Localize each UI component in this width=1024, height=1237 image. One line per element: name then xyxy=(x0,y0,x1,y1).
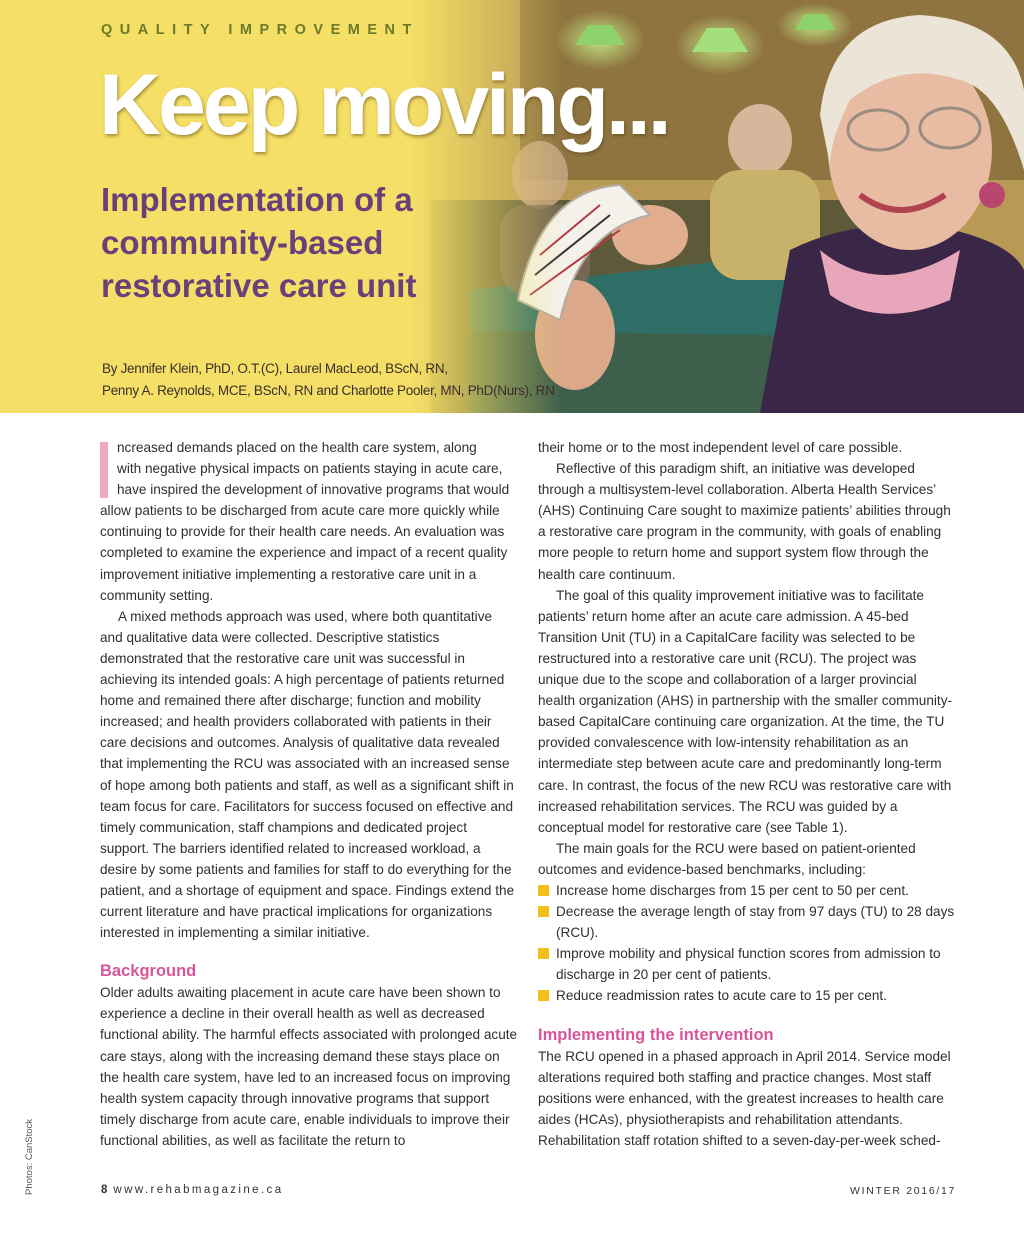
goal-item xyxy=(538,985,956,1006)
bullet-square-icon xyxy=(538,885,549,896)
methods-paragraph: A mixed methods approach was used, where both quantitative and qualitative data were collected. Descriptive statistics demonstrated that the restorative care unit was successful in achieving its intended goals: A high percentage of patients returned home and remained there after discharge; function and mobility increased; and health providers collaborated with patients in their care decisions and outcomes. Analysis of qualitative data revealed that implementing the RCU was associated with an increased sense of hope among both patients and staff, as well as a significant shift in team focus for care. Facilitators for success focused on effective and timely communication, staff champions and dedicated project support. The barriers identified related to increased workload, a desire by some patients and families for staff to do everything for the patient, and a shortage of equipment and space. Findings extend the current literature and have practical implications for organizations interested in implementing a similar initiative. xyxy=(100,608,515,941)
byline xyxy=(102,358,555,402)
intro-paragraph xyxy=(100,437,518,606)
drop-cap-bar xyxy=(100,442,108,498)
page-number: 8 xyxy=(101,1184,108,1196)
goal-item xyxy=(538,880,956,901)
subtitle: Implementation of a community-based restorative care unit xyxy=(101,181,417,304)
intro-rest: allow patients to be discharged from acute care more quickly while continuing to provide for their health care needs. An evaluation was completed to examine the experience and impact of a recent quality improvement initiative implementing a restorative care unit in a community setting. xyxy=(100,503,508,603)
intro-line-1: ncreased demands placed on the health care system, along xyxy=(117,440,477,455)
goal-text: Improve mobility and physical function scores from admission to discharge in 20 per cent of patients. xyxy=(556,946,941,983)
goal-text: Reduce readmission rates to acute care to 15 per cent. xyxy=(556,988,887,1004)
implementing-heading: Implementing the intervention xyxy=(538,1025,774,1044)
headline: Keep moving... xyxy=(99,57,669,153)
background-paragraph: Older adults awaiting placement in acute care have been shown to experience a decline in their overall health as well as decreased functional ability. The harmful effects associated with prolonged acute care stays, along with the increasing demand these stays place on the health care system, have led to an increased focus on improving health system capacity through innovative programs that support timely discharge from acute care, enable individuals to improve their functional abilities, as well as facilitate the return to xyxy=(100,985,518,1148)
bullet-square-icon xyxy=(538,948,549,959)
goal-item xyxy=(538,901,956,943)
bullet-square-icon xyxy=(538,990,549,1001)
implementing-paragraph: The RCU opened in a phased approach in April 2014. Service model alterations required both staffing and practice changes. Most staff positions were enhanced, with the greatest increases to health care aides (HCAs), physiotherapists and rehabilitation attendants. Rehabilitation staff rotation shifted to a seven-day-per-week sched- xyxy=(538,1048,951,1148)
goal-text: Increase home discharges from 15 per cent to 50 per cent. xyxy=(556,882,909,898)
hero-banner xyxy=(0,0,1024,413)
article-column-left xyxy=(100,437,518,1151)
bullet-square-icon xyxy=(538,906,549,917)
byline-line-1: By Jennifer Klein, PhD, O.T.(C), Laurel MacLeod, BScN, RN, xyxy=(102,361,448,376)
intro-line-2: with negative physical impacts on patients staying in acute care, xyxy=(117,461,503,477)
continuation-paragraph: their home or to the most independent level of care possible. xyxy=(538,440,903,455)
website-link[interactable]: www.rehabmagazine.ca xyxy=(113,1184,284,1196)
section-label: QUALITY IMPROVEMENT xyxy=(101,22,419,38)
issue-label: WINTER 2016/17 xyxy=(850,1185,957,1197)
background-heading: Background xyxy=(100,962,197,981)
goal-text: Decrease the average length of stay from 97 days (TU) to 28 days (RCU). xyxy=(556,904,955,941)
main-goals-paragraph: The main goals for the RCU were based on patient-oriented outcomes and evidence-based benchmarks, including: xyxy=(538,840,916,877)
byline-line-2: Penny A. Reynolds, MCE, BScN, RN and Charlotte Pooler, MN, PhD(Nurs), RN xyxy=(102,383,555,398)
goal-item xyxy=(538,943,956,985)
footer-left xyxy=(101,1184,284,1196)
photo-credit: Photos: CanStock xyxy=(24,1118,35,1195)
intro-line-3: have inspired the development of innovative programs that would xyxy=(117,482,510,498)
goal-paragraph: The goal of this quality improvement initiative was to facilitate patients’ return home after an acute care admission. A 45-bed Transition Unit (TU) in a CapitalCare facility was selected to be restructured into a restorative care unit (RCU). The project was unique due to the scope and collaboration of a larger provincial health organization (AHS) in partnership with the smaller community-based CapitalCare continuing care organization. At the time, the TU provided convalescence with low-intensity rehabilitation as an intermediate step between acute care and predominantly long-term care. In contrast, the focus of the new RCU was restorative care with increased rehabilitation services. The RCU was guided by a conceptual model for restorative care (see Table 1). xyxy=(538,587,953,835)
article-column-right xyxy=(538,437,956,1151)
paradigm-paragraph: Reflective of this paradigm shift, an initiative was developed through a multisystem-level collaboration. Alberta Health Services’ (AHS) Continuing Care sought to maximize patients’ abilities through a restorative care program in the community, with goals of enabling more people to return home and support system flow through the health care continuum. xyxy=(538,461,951,582)
goals-list xyxy=(538,880,956,1007)
